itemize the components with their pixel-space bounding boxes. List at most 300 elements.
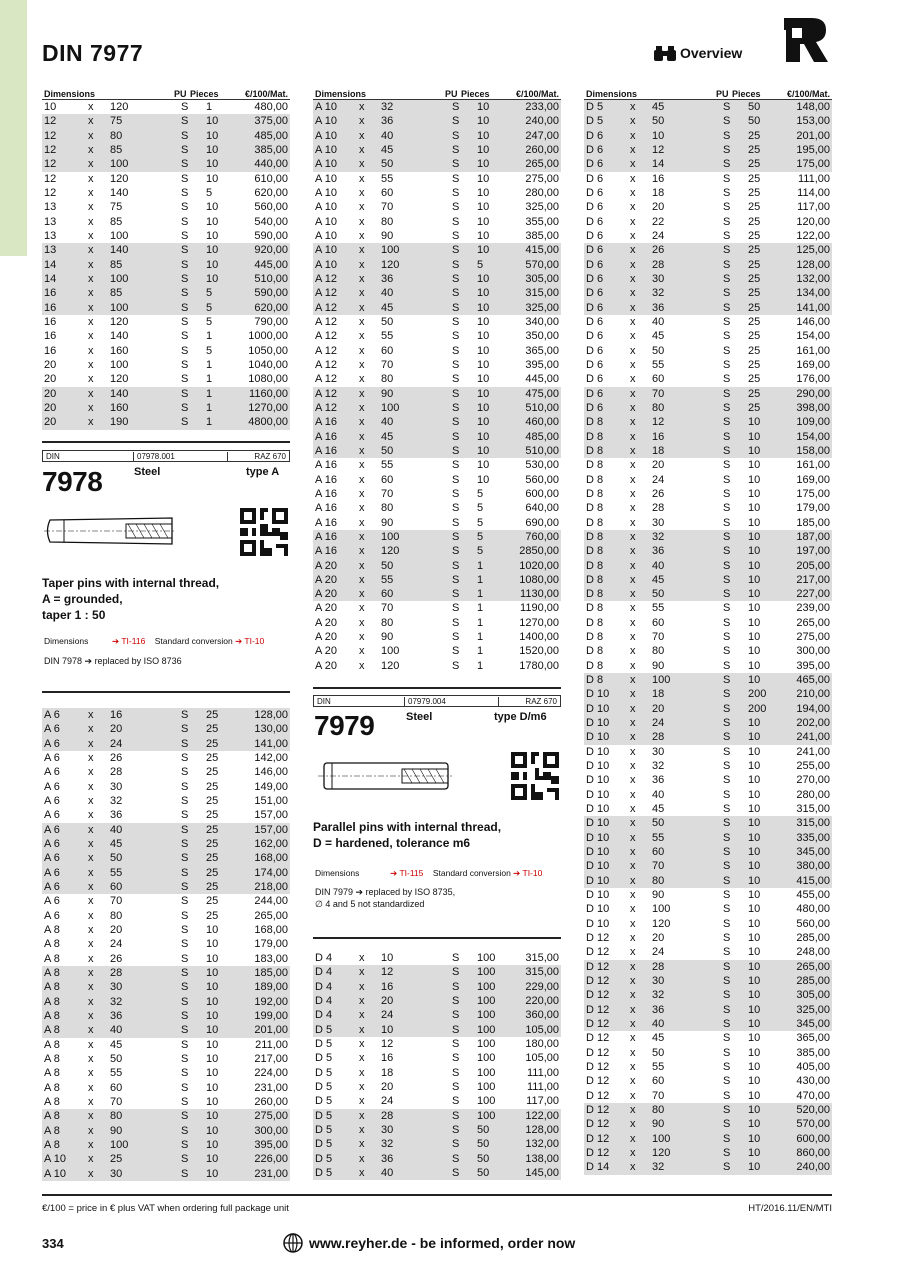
dimension-l: 80 bbox=[110, 1110, 123, 1123]
price: 305,00 bbox=[525, 272, 559, 285]
dimension-x: x bbox=[630, 903, 636, 916]
dimension-d: D 6 bbox=[586, 186, 604, 199]
pieces: 25 bbox=[748, 344, 761, 357]
dimension-d: A 12 bbox=[315, 358, 338, 371]
dimension-x: x bbox=[88, 272, 94, 285]
price: 385,00 bbox=[525, 229, 559, 242]
dimension-l: 80 bbox=[110, 129, 123, 142]
pieces: 10 bbox=[748, 831, 761, 844]
table-row bbox=[584, 272, 832, 286]
dimension-l: 120 bbox=[381, 659, 400, 672]
pu-code: S bbox=[452, 330, 460, 343]
pu-code: S bbox=[181, 737, 189, 750]
overview-link[interactable] bbox=[654, 44, 742, 62]
dimension-l: 90 bbox=[381, 229, 394, 242]
dimension-d: D 6 bbox=[586, 272, 604, 285]
dimension-d: A 16 bbox=[315, 473, 338, 486]
dimension-d: D 4 bbox=[315, 994, 333, 1007]
dimension-x: x bbox=[359, 1109, 365, 1122]
price: 161,00 bbox=[796, 344, 830, 357]
dimension-x: x bbox=[88, 1081, 94, 1094]
pu-code: S bbox=[723, 459, 731, 472]
dimension-l: 24 bbox=[652, 946, 665, 959]
pu-code: S bbox=[723, 989, 731, 1002]
dimension-x: x bbox=[630, 101, 636, 113]
table-row bbox=[42, 708, 290, 722]
pu-code: S bbox=[723, 860, 731, 873]
dimension-l: 90 bbox=[110, 1124, 123, 1137]
table-row bbox=[313, 573, 561, 587]
table-row bbox=[313, 100, 561, 114]
dimension-d: A 8 bbox=[44, 1095, 60, 1108]
pieces: 10 bbox=[477, 215, 490, 228]
pu-code: S bbox=[723, 946, 731, 959]
pieces: 10 bbox=[748, 459, 761, 472]
dimension-d: 20 bbox=[44, 401, 57, 414]
dimension-x: x bbox=[630, 1103, 636, 1116]
website-link[interactable] bbox=[283, 1233, 575, 1253]
dimension-l: 100 bbox=[652, 674, 671, 687]
pu-code: S bbox=[723, 258, 731, 271]
dimension-d: D 5 bbox=[315, 1023, 333, 1036]
pu-code: S bbox=[723, 588, 731, 601]
dimension-l: 60 bbox=[652, 373, 665, 386]
price: 560,00 bbox=[796, 917, 830, 930]
dimension-d: D 12 bbox=[586, 1146, 610, 1159]
dimension-x: x bbox=[88, 101, 94, 113]
table-row bbox=[313, 601, 561, 615]
table-row bbox=[584, 1074, 832, 1088]
dimension-l: 120 bbox=[652, 1146, 671, 1159]
dimension-x: x bbox=[359, 401, 365, 414]
dimension-l: 70 bbox=[110, 895, 123, 908]
pu-code: S bbox=[723, 330, 731, 343]
dimension-l: 40 bbox=[110, 823, 123, 836]
table-row bbox=[313, 994, 561, 1008]
pieces: 50 bbox=[477, 1152, 490, 1165]
dimension-l: 32 bbox=[652, 1161, 665, 1174]
pieces: 10 bbox=[477, 186, 490, 199]
table-row bbox=[584, 644, 832, 658]
pieces: 5 bbox=[206, 301, 213, 314]
dimension-l: 12 bbox=[381, 1037, 394, 1050]
pu-code: S bbox=[452, 1037, 460, 1050]
price: 470,00 bbox=[796, 1089, 830, 1102]
dimension-x: x bbox=[359, 315, 365, 328]
table-row bbox=[584, 773, 832, 787]
table-row bbox=[584, 1060, 832, 1074]
dimension-d: A 10 bbox=[315, 143, 338, 156]
header-pu: PU bbox=[174, 89, 187, 99]
pu-code: S bbox=[452, 373, 460, 386]
price: 125,00 bbox=[796, 244, 830, 257]
pieces: 25 bbox=[206, 766, 219, 779]
dimension-l: 55 bbox=[381, 573, 394, 586]
price: 114,00 bbox=[797, 186, 830, 199]
table-row bbox=[584, 473, 832, 487]
dimension-x: x bbox=[359, 1138, 365, 1151]
pu-code: S bbox=[723, 717, 731, 730]
table-row bbox=[313, 487, 561, 501]
table-row bbox=[313, 1109, 561, 1123]
pieces: 1 bbox=[206, 330, 213, 343]
pu-code: S bbox=[452, 980, 460, 993]
dimension-l: 28 bbox=[110, 766, 123, 779]
dimension-l: 75 bbox=[110, 201, 123, 214]
dimension-d: A 10 bbox=[315, 172, 338, 185]
pu-code: S bbox=[181, 794, 189, 807]
table-row bbox=[584, 1160, 832, 1174]
dimension-x: x bbox=[630, 602, 636, 615]
dimension-l: 55 bbox=[381, 172, 394, 185]
table-row bbox=[313, 1137, 561, 1151]
dimension-l: 45 bbox=[652, 1032, 665, 1045]
table-row bbox=[584, 687, 832, 701]
pieces: 100 bbox=[477, 1052, 496, 1065]
table-row bbox=[313, 157, 561, 171]
pieces: 10 bbox=[748, 960, 761, 973]
dimension-x: x bbox=[88, 737, 94, 750]
din7978-table-continued bbox=[313, 100, 561, 673]
price: 440,00 bbox=[254, 158, 288, 171]
pu-code: S bbox=[723, 659, 731, 672]
dimension-l: 100 bbox=[381, 645, 400, 658]
pu-code: S bbox=[181, 186, 189, 199]
pu-code: S bbox=[452, 530, 460, 543]
dimension-x: x bbox=[359, 201, 365, 214]
table-row bbox=[584, 601, 832, 615]
table-row bbox=[313, 1023, 561, 1037]
dimension-d: A 16 bbox=[315, 444, 338, 457]
table-row bbox=[42, 1081, 290, 1095]
dimension-x: x bbox=[359, 1066, 365, 1079]
price: 360,00 bbox=[525, 1009, 559, 1022]
pieces: 10 bbox=[206, 1038, 219, 1051]
dimension-l: 90 bbox=[381, 516, 394, 529]
pieces: 25 bbox=[748, 301, 761, 314]
dimension-x: x bbox=[630, 1046, 636, 1059]
dimension-d: D 6 bbox=[586, 158, 604, 171]
qr-code-icon[interactable] bbox=[240, 508, 288, 556]
dimension-d: A 12 bbox=[315, 344, 338, 357]
dimension-x: x bbox=[630, 258, 636, 271]
dimension-l: 40 bbox=[652, 315, 665, 328]
dimension-l: 24 bbox=[110, 938, 123, 951]
table-row bbox=[42, 722, 290, 736]
dimension-d: D 5 bbox=[315, 1080, 333, 1093]
dimension-d: D 14 bbox=[586, 1161, 610, 1174]
pieces: 10 bbox=[206, 1138, 219, 1151]
dimension-l: 85 bbox=[110, 215, 123, 228]
pieces: 25 bbox=[748, 287, 761, 300]
table-row bbox=[313, 1008, 561, 1022]
pu-code: S bbox=[723, 760, 731, 773]
dimension-d: 12 bbox=[44, 129, 57, 142]
dimension-l: 40 bbox=[381, 416, 394, 429]
pu-code: S bbox=[452, 659, 460, 672]
pu-code: S bbox=[181, 1009, 189, 1022]
dimension-l: 120 bbox=[652, 917, 671, 930]
dimension-x: x bbox=[359, 215, 365, 228]
dimension-x: x bbox=[630, 1075, 636, 1088]
price: 220,00 bbox=[525, 994, 559, 1007]
pieces: 10 bbox=[748, 631, 761, 644]
dimension-l: 28 bbox=[381, 1109, 394, 1122]
pu-code: S bbox=[452, 401, 460, 414]
dimension-x: x bbox=[359, 545, 365, 558]
dimension-d: D 12 bbox=[586, 1075, 610, 1088]
dimension-l: 140 bbox=[110, 244, 129, 257]
price: 1400,00 bbox=[519, 631, 559, 644]
table-row bbox=[584, 1031, 832, 1045]
dimension-d: D 10 bbox=[586, 917, 610, 930]
dimension-l: 32 bbox=[110, 995, 123, 1008]
pieces: 50 bbox=[477, 1138, 490, 1151]
price: 231,00 bbox=[254, 1081, 288, 1094]
pieces: 10 bbox=[748, 946, 761, 959]
pu-code: S bbox=[181, 751, 189, 764]
table-row bbox=[584, 243, 832, 257]
divider bbox=[42, 441, 290, 443]
dimension-l: 70 bbox=[652, 387, 665, 400]
pieces: 10 bbox=[748, 487, 761, 500]
dimension-l: 32 bbox=[381, 101, 394, 113]
dimension-x: x bbox=[630, 946, 636, 959]
price: 179,00 bbox=[796, 502, 830, 515]
pu-code: S bbox=[723, 688, 731, 701]
price: 275,00 bbox=[254, 1110, 288, 1123]
price: 1080,00 bbox=[519, 573, 559, 586]
dimension-d: D 10 bbox=[586, 731, 610, 744]
divider bbox=[313, 687, 561, 689]
dimension-x: x bbox=[630, 129, 636, 142]
table-row bbox=[584, 802, 832, 816]
pieces: 25 bbox=[206, 751, 219, 764]
price: 480,00 bbox=[796, 903, 830, 916]
table-row bbox=[584, 816, 832, 830]
dimension-x: x bbox=[88, 172, 94, 185]
dimension-l: 20 bbox=[652, 932, 665, 945]
table-row bbox=[584, 186, 832, 200]
price: 128,00 bbox=[525, 1123, 559, 1136]
dimension-l: 20 bbox=[652, 702, 665, 715]
dimension-d: A 16 bbox=[315, 516, 338, 529]
pieces: 10 bbox=[748, 1032, 761, 1045]
dimension-l: 32 bbox=[652, 530, 665, 543]
table-row bbox=[42, 372, 290, 386]
table-row bbox=[584, 659, 832, 673]
pu-code: S bbox=[723, 215, 731, 228]
price: 570,00 bbox=[796, 1118, 830, 1131]
pieces: 10 bbox=[748, 674, 761, 687]
pieces: 10 bbox=[748, 932, 761, 945]
dimension-x: x bbox=[630, 344, 636, 357]
dimension-x: x bbox=[630, 1018, 636, 1030]
dimension-l: 90 bbox=[652, 1118, 665, 1131]
price: 210,00 bbox=[796, 688, 830, 701]
table-row bbox=[584, 258, 832, 272]
pieces: 5 bbox=[477, 545, 484, 558]
pieces: 1 bbox=[206, 101, 213, 113]
dimension-x: x bbox=[88, 766, 94, 779]
dimension-d: A 8 bbox=[44, 938, 60, 951]
dimension-l: 60 bbox=[381, 588, 394, 601]
price: 154,00 bbox=[796, 330, 830, 343]
dimension-l: 140 bbox=[110, 186, 129, 199]
dimension-x: x bbox=[359, 1023, 365, 1036]
dimension-d: A 20 bbox=[315, 659, 338, 672]
price: 285,00 bbox=[796, 932, 830, 945]
pieces: 10 bbox=[748, 416, 761, 429]
conversion-link[interactable]: ➔ TI-10 bbox=[235, 636, 265, 646]
dimension-l: 55 bbox=[110, 866, 123, 879]
dimension-d: 20 bbox=[44, 387, 57, 400]
table-row bbox=[584, 759, 832, 773]
price: 244,00 bbox=[254, 895, 288, 908]
dimension-d: A 6 bbox=[44, 866, 60, 879]
price: 162,00 bbox=[254, 837, 288, 850]
pieces: 10 bbox=[477, 101, 490, 113]
pieces: 10 bbox=[748, 1060, 761, 1073]
pu-code: S bbox=[723, 272, 731, 285]
price: 475,00 bbox=[525, 387, 559, 400]
dimension-d: 20 bbox=[44, 416, 57, 429]
pu-code: S bbox=[181, 1024, 189, 1037]
dimension-x: x bbox=[630, 301, 636, 314]
pu-code: S bbox=[723, 545, 731, 558]
dimension-d: D 6 bbox=[586, 215, 604, 228]
dimension-l: 32 bbox=[652, 287, 665, 300]
dimension-d: D 12 bbox=[586, 1103, 610, 1116]
dimensions-link[interactable]: ➔ TI-116 bbox=[112, 636, 146, 646]
dimension-l: 90 bbox=[652, 889, 665, 902]
price: 300,00 bbox=[254, 1124, 288, 1137]
dimensions-link[interactable]: ➔ TI-115 bbox=[390, 868, 424, 878]
dimension-l: 50 bbox=[652, 588, 665, 601]
pu-code: S bbox=[181, 837, 189, 850]
pieces: 10 bbox=[206, 229, 219, 242]
dimension-d: 12 bbox=[44, 186, 57, 199]
pieces: 10 bbox=[206, 938, 219, 951]
header-pieces: Pieces bbox=[461, 89, 490, 99]
dimension-x: x bbox=[630, 674, 636, 687]
dimension-x: x bbox=[88, 401, 94, 414]
dimension-x: x bbox=[88, 1024, 94, 1037]
price: 445,00 bbox=[525, 373, 559, 386]
din7979-material: Steel bbox=[406, 711, 433, 723]
price: 265,00 bbox=[796, 960, 830, 973]
din7978-note: DIN 7978 ➔ replaced by ISO 8736 bbox=[44, 656, 182, 666]
price: 199,00 bbox=[254, 1009, 288, 1022]
table-row bbox=[584, 329, 832, 343]
pieces: 1 bbox=[477, 645, 484, 658]
pieces: 100 bbox=[477, 1095, 496, 1108]
dimension-l: 70 bbox=[381, 358, 394, 371]
price: 345,00 bbox=[796, 1018, 830, 1030]
dimension-x: x bbox=[88, 1038, 94, 1051]
price: 227,00 bbox=[796, 588, 830, 601]
pu-code: S bbox=[452, 602, 460, 615]
price: 240,00 bbox=[796, 1161, 830, 1174]
dimension-x: x bbox=[630, 573, 636, 586]
dimension-l: 80 bbox=[381, 215, 394, 228]
side-color-tab bbox=[0, 0, 27, 256]
price: 460,00 bbox=[525, 416, 559, 429]
reyher-logo-icon bbox=[782, 16, 830, 64]
pieces: 10 bbox=[206, 1024, 219, 1037]
table-row bbox=[42, 923, 290, 937]
pieces: 10 bbox=[206, 129, 219, 142]
price: 146,00 bbox=[796, 315, 830, 328]
dimension-x: x bbox=[359, 616, 365, 629]
pieces: 10 bbox=[477, 129, 490, 142]
pieces: 25 bbox=[748, 315, 761, 328]
dimension-l: 32 bbox=[652, 989, 665, 1002]
table-row bbox=[584, 960, 832, 974]
table-row bbox=[42, 1167, 290, 1181]
dimension-x: x bbox=[88, 880, 94, 893]
dimension-d: 12 bbox=[44, 143, 57, 156]
dimension-x: x bbox=[88, 129, 94, 142]
dimension-d: D 8 bbox=[586, 631, 604, 644]
price: 345,00 bbox=[796, 846, 830, 859]
table-row bbox=[584, 544, 832, 558]
dimension-x: x bbox=[88, 344, 94, 357]
dimension-d: A 10 bbox=[315, 186, 338, 199]
dimension-d: D 5 bbox=[315, 1138, 333, 1151]
pu-code: S bbox=[723, 1018, 731, 1030]
pu-code: S bbox=[452, 1009, 460, 1022]
dimension-d: A 8 bbox=[44, 1038, 60, 1051]
pu-code: S bbox=[181, 287, 189, 300]
pu-code: S bbox=[181, 981, 189, 994]
price: 1080,00 bbox=[248, 373, 288, 386]
pu-code: S bbox=[452, 516, 460, 529]
table-row bbox=[42, 1023, 290, 1037]
dimension-l: 36 bbox=[652, 301, 665, 314]
pieces: 10 bbox=[748, 430, 761, 443]
dimension-d: D 10 bbox=[586, 831, 610, 844]
table-row bbox=[42, 780, 290, 794]
dimension-l: 120 bbox=[381, 545, 400, 558]
pu-code: S bbox=[723, 803, 731, 816]
dimension-l: 40 bbox=[652, 788, 665, 801]
table-row bbox=[584, 1046, 832, 1060]
dimension-l: 70 bbox=[381, 201, 394, 214]
pu-code: S bbox=[723, 573, 731, 586]
dimension-d: D 12 bbox=[586, 1060, 610, 1073]
dimension-x: x bbox=[88, 995, 94, 1008]
dimension-x: x bbox=[630, 1146, 636, 1159]
price: 130,00 bbox=[254, 723, 288, 736]
pieces: 10 bbox=[748, 516, 761, 529]
dimension-x: x bbox=[630, 115, 636, 128]
dimension-l: 45 bbox=[652, 101, 665, 113]
pu-code: S bbox=[452, 430, 460, 443]
dimension-x: x bbox=[88, 301, 94, 314]
pieces: 10 bbox=[748, 846, 761, 859]
dimension-d: D 6 bbox=[586, 301, 604, 314]
price: 149,00 bbox=[254, 780, 288, 793]
conversion-link[interactable]: ➔ TI-10 bbox=[513, 868, 543, 878]
pu-code: S bbox=[181, 330, 189, 343]
qr-code-icon[interactable] bbox=[511, 752, 559, 800]
table-row bbox=[584, 859, 832, 873]
dimension-x: x bbox=[359, 115, 365, 128]
pu-code: S bbox=[181, 387, 189, 400]
dimension-l: 16 bbox=[381, 1052, 394, 1065]
table-row bbox=[42, 344, 290, 358]
